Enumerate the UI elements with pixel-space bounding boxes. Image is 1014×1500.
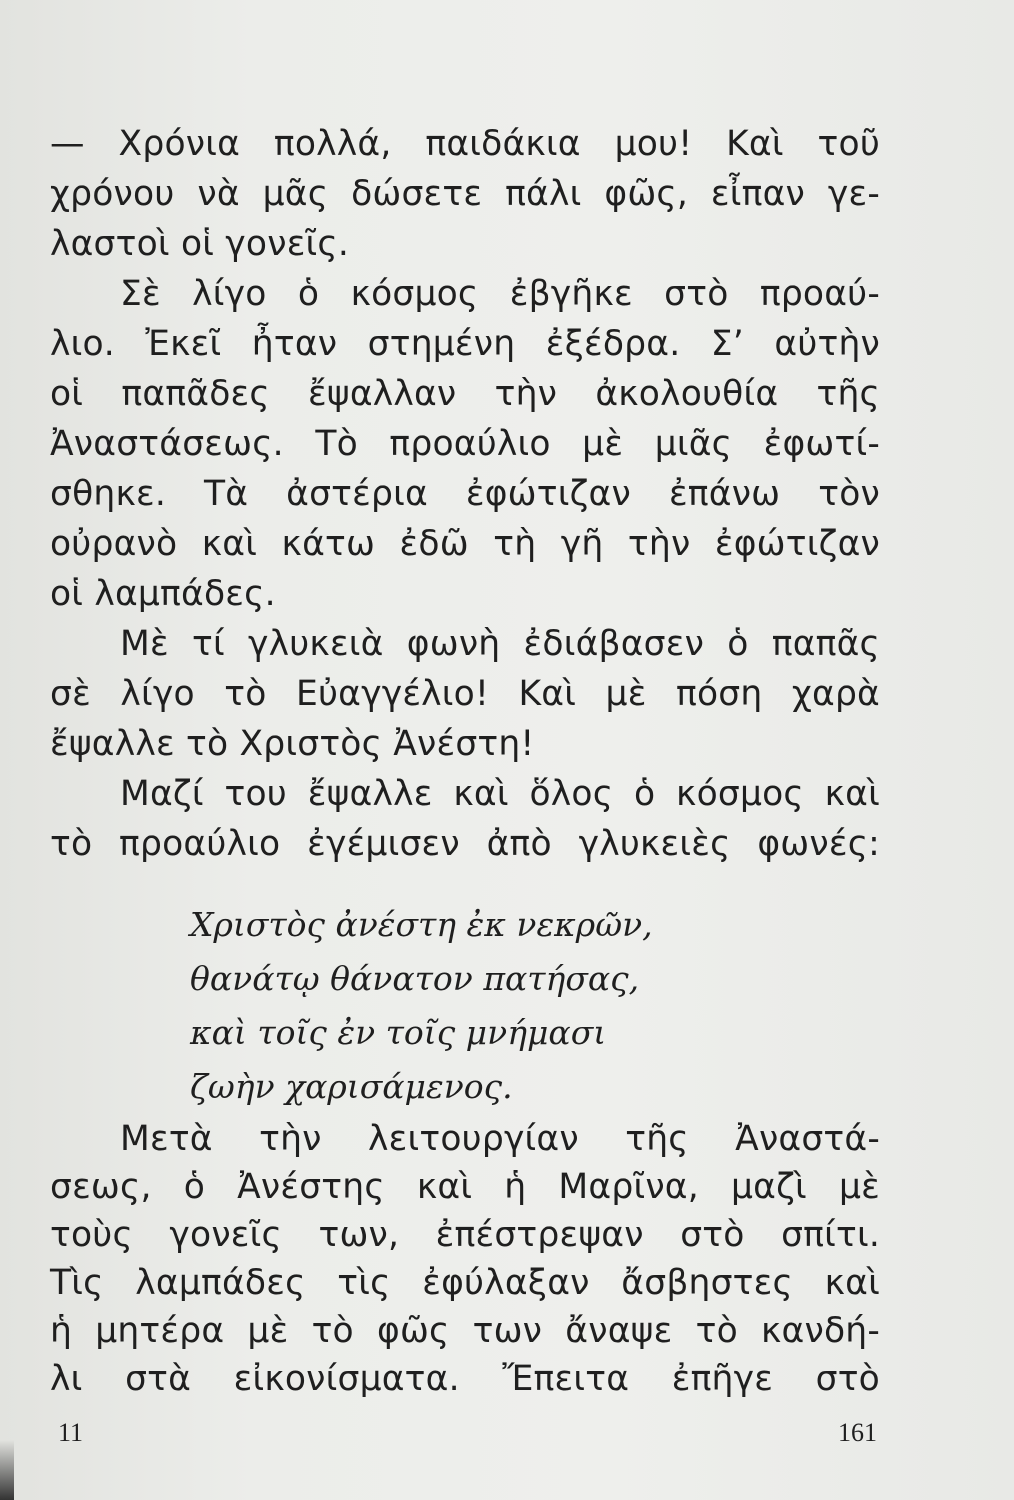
text-line: οἱ παπᾶδες ἔψαλλαν τὴν ἀκολουθία τῆς: [50, 374, 880, 414]
verse-line: καὶ τοῖς ἐν τοῖς μνήμασι: [190, 1013, 607, 1052]
text-line: τοὺς γονεῖς των, ἐπέστρεψαν στὸ σπίτι.: [50, 1215, 880, 1255]
text-line: λιο. Ἐκεῖ ἦταν στημένη ἐξέδρα. Σ’ αὐτὴν: [50, 324, 880, 364]
text-line: σεως, ὁ Ἀνέστης καὶ ἡ Μαρῖνα, μαζὶ μὲ: [50, 1167, 880, 1207]
text-line: Τὶς λαμπάδες τὶς ἐφύλαξαν ἄσβηστες καὶ: [50, 1263, 880, 1303]
text-line: οὐρανὸ καὶ κάτω ἐδῶ τὴ γῆ τὴν ἐφώτιζαν: [50, 524, 880, 564]
text-line: οἱ λαμπάδες.: [50, 574, 276, 614]
text-line: Σὲ λίγο ὁ κόσμος ἐβγῆκε στὸ προαύ-: [120, 274, 880, 314]
text-line: σθηκε. Τὰ ἀστέρια ἐφώτιζαν ἐπάνω τὸν: [50, 474, 880, 514]
page-number: 161: [838, 1418, 877, 1447]
text-line: Μαζί του ἔψαλλε καὶ ὅλος ὁ κόσμος καὶ: [120, 774, 880, 814]
text-line: Μετὰ τὴν λειτουργίαν τῆς Ἀναστά-: [120, 1119, 880, 1159]
signature-mark: 11: [58, 1418, 84, 1447]
verse-line: θανάτῳ θάνατον πατήσας,: [190, 959, 640, 998]
text-line: χρόνου νὰ μᾶς δώσετε πάλι φῶς, εἶπαν γε-: [50, 174, 880, 214]
text-line: λαστοὶ οἱ γονεῖς.: [50, 224, 350, 264]
text-line: Μὲ τί γλυκειὰ φωνὴ ἐδιάβασεν ὁ παπᾶς: [120, 624, 880, 664]
text-line: λι στὰ εἰκονίσματα. Ἔπειτα ἐπῆγε στὸ: [50, 1359, 880, 1399]
text-line: τὸ προαύλιο ἐγέμισεν ἀπὸ γλυκειὲς φωνές:: [50, 824, 880, 864]
binding-shadow: [0, 1440, 14, 1500]
text-line: σὲ λίγο τὸ Εὐαγγέλιο! Καὶ μὲ πόση χαρὰ: [50, 674, 880, 714]
text-line: Ἀναστάσεως. Τὸ προαύλιο μὲ μιᾶς ἐφωτί-: [50, 424, 880, 464]
verse-line: Χριστὸς ἀνέστη ἐκ νεκρῶν,: [190, 905, 653, 944]
text-line: — Χρόνια πολλά, παιδάκια μου! Καὶ τοῦ: [50, 124, 880, 164]
verse-line: ζωὴν χαρισάμενος.: [190, 1067, 513, 1106]
text-line: ἔψαλλε τὸ Χριστὸς Ἀνέστη!: [50, 724, 535, 764]
text-line: ἡ μητέρα μὲ τὸ φῶς των ἄναψε τὸ κανδή-: [50, 1311, 880, 1351]
